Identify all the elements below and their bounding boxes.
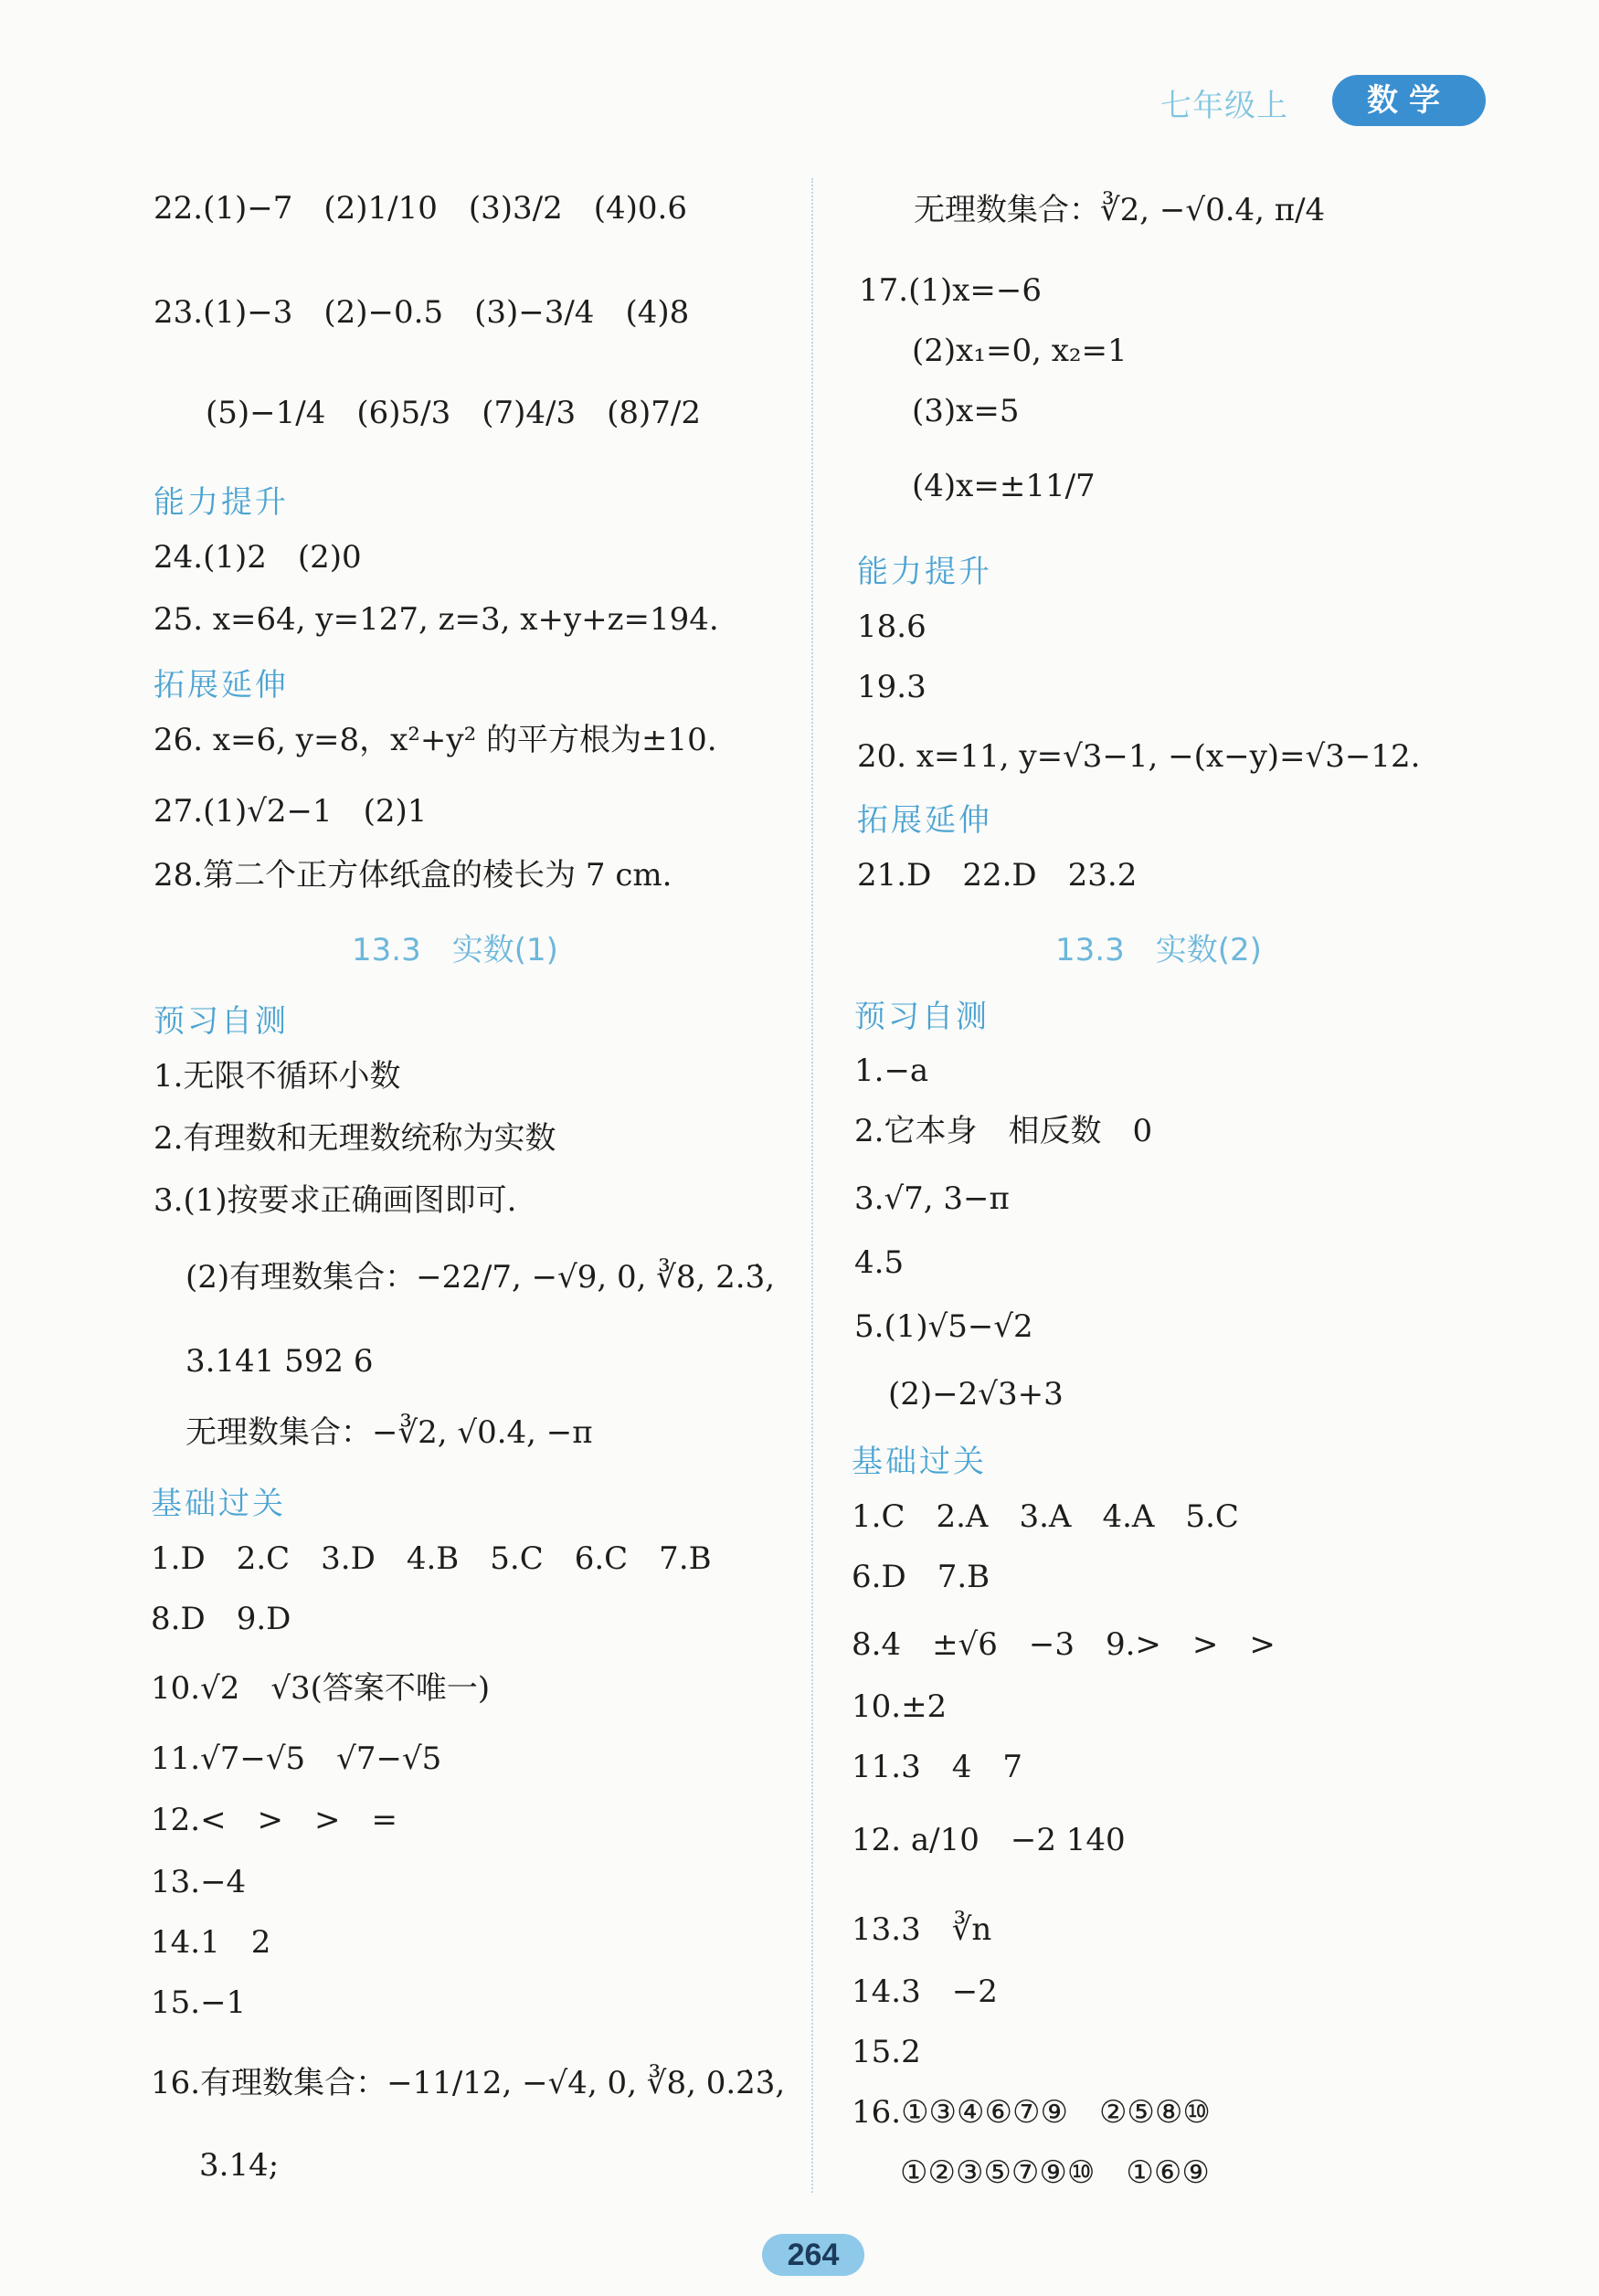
answer-17-4: (4)x=±11/7 (912, 468, 1096, 504)
basic-r16a: 16.①③④⑥⑦⑨ ②⑤⑧⑩ (852, 2094, 1211, 2131)
answer-22: 22.(1)−7 (2)1/10 (3)3/2 (4)0.6 (154, 190, 687, 227)
answer-20: 20. x=11, y=√3−1, −(x−y)=√3−12. (857, 738, 1421, 775)
basic-r12: 12. a/10 −2 140 (852, 1822, 1126, 1858)
section-preview: 预习自测 (154, 1003, 289, 1040)
basic-16a: 16.有理数集合：−11/12, −√4, 0, ∛8, 0.2̇3̇, (151, 2065, 786, 2101)
basic-14: 14.1 2 (151, 1924, 271, 1961)
preview-r2: 2.它本身 相反数 0 (854, 1113, 1153, 1149)
basic-10: 10.√2 √3(答案不唯一) (151, 1670, 491, 1707)
basic-r14: 14.3 −2 (852, 1973, 998, 2010)
preview-2: 2.有理数和无理数统称为实数 (154, 1120, 556, 1157)
page-number: 264 (762, 2234, 864, 2276)
answer-25: 25. x=64, y=127, z=3, x+y+z=194. (154, 601, 719, 638)
basic-r15: 15.2 (852, 2034, 921, 2070)
preview-r5b: (2)−2√3+3 (888, 1376, 1064, 1413)
answer-27: 27.(1)√2−1 (2)1 (154, 793, 428, 830)
basic-r10: 10.±2 (852, 1688, 948, 1725)
answer-23-a: 23.(1)−3 (2)−0.5 (3)−3/4 (4)8 (154, 294, 690, 331)
basic-13: 13.−4 (151, 1864, 247, 1900)
subject-badge: 数学 (1332, 75, 1486, 126)
basic-12: 12.< > > = (151, 1802, 398, 1838)
section-extension-right: 拓展延伸 (857, 802, 992, 839)
answer-17-2: (2)x₁=0, x₂=1 (912, 333, 1128, 369)
basic-r8-9: 8.4 ±√6 −3 9.> > > (852, 1626, 1276, 1663)
basic-r1-5: 1.C 2.A 3.A 4.A 5.C (852, 1498, 1239, 1535)
preview-3a: 3.(1)按要求正确画图即可. (154, 1182, 517, 1219)
column-divider (811, 178, 813, 2193)
section-basic: 基础过关 (151, 1486, 286, 1522)
basic-r16b: ①②③⑤⑦⑨⑩ ①⑥⑨ (900, 2154, 1210, 2191)
answer-24: 24.(1)2 (2)0 (154, 539, 362, 576)
answer-28: 28.第二个正方体纸盒的棱长为 7 cm. (154, 857, 672, 894)
basic-16b: 3.14; (199, 2147, 280, 2184)
preview-1: 1.无限不循环小数 (154, 1058, 401, 1095)
preview-r3: 3.√7, 3−π (854, 1180, 1010, 1217)
answer-18: 18.6 (857, 608, 927, 645)
grade-label: 七年级上 (1160, 88, 1288, 124)
answer-19: 19.3 (857, 669, 927, 705)
basic-r11: 11.3 4 7 (852, 1749, 1022, 1785)
basic-r6-7: 6.D 7.B (852, 1559, 990, 1595)
section-ability-right: 能力提升 (857, 554, 992, 590)
answer-17-1: 17.(1)x=−6 (859, 272, 1043, 309)
preview-3d: 无理数集合：−∛2, √0.4, −π (185, 1414, 593, 1451)
answer-23-b: (5)−1/4 (6)5/3 (7)4/3 (8)7/2 (206, 395, 702, 431)
section-ability: 能力提升 (154, 484, 289, 521)
answer-17-3: (3)x=5 (912, 393, 1020, 429)
basic-r13: 13.3 ∛n (852, 1911, 992, 1948)
basic-11: 11.√7−√5 √7−√5 (151, 1741, 442, 1777)
section-basic-right: 基础过关 (852, 1444, 987, 1480)
answer-16-irrational: 无理数集合：∛2, −√0.4, π/4 (914, 192, 1326, 228)
preview-r5a: 5.(1)√5−√2 (854, 1308, 1033, 1345)
answer-26: 26. x=6, y=8，x²+y² 的平方根为±10. (154, 722, 717, 758)
preview-r1: 1.−a (854, 1053, 929, 1089)
lesson-title-2: 13.3 实数(2) (1055, 932, 1262, 968)
answer-21-23: 21.D 22.D 23.2 (857, 857, 1138, 894)
section-preview-right: 预习自测 (854, 999, 990, 1035)
basic-15: 15.−1 (151, 1984, 247, 2021)
preview-r4: 4.5 (854, 1244, 905, 1281)
section-extension: 拓展延伸 (154, 667, 289, 704)
lesson-title-1: 13.3 实数(1) (352, 932, 558, 968)
preview-3c: 3.141 592 6 (185, 1343, 374, 1380)
preview-3b: (2)有理数集合：−22/7, −√9, 0, ∛8, 2.3̇, (185, 1259, 776, 1296)
basic-1-7: 1.D 2.C 3.D 4.B 5.C 6.C 7.B (151, 1540, 712, 1577)
basic-8-9: 8.D 9.D (151, 1601, 291, 1637)
